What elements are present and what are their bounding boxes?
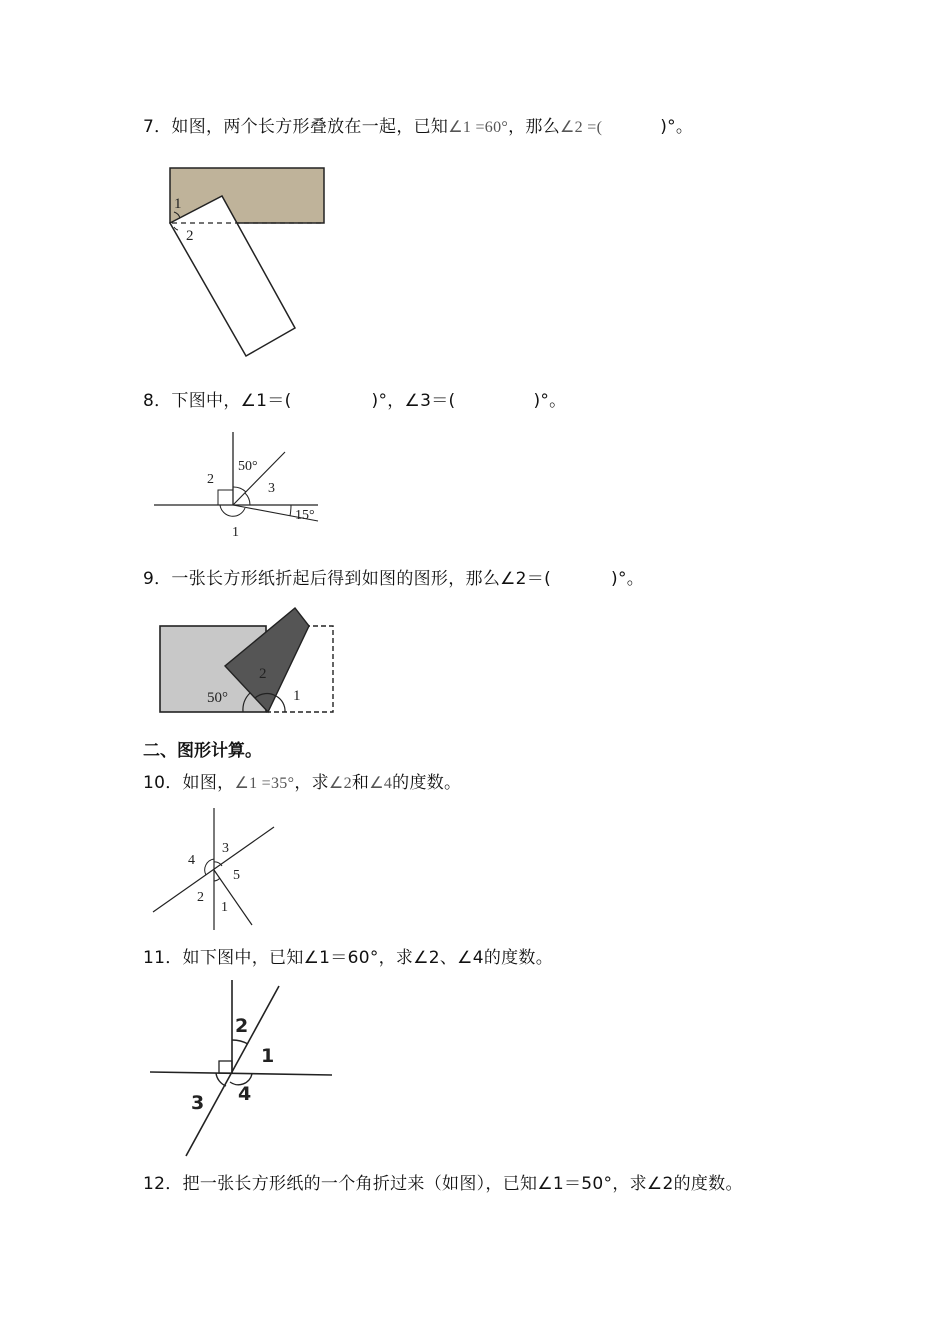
- q8-part2: )°，∠3＝(: [371, 391, 456, 411]
- q7-label-2: 2: [186, 228, 194, 244]
- question-11: 11．如下图中，已知∠1＝60°，求∠2、∠4的度数。: [143, 948, 554, 968]
- q11-label-1: 1: [261, 1045, 275, 1067]
- q8-part3: )°。: [533, 391, 567, 411]
- q11-figure: [146, 978, 336, 1160]
- q11-right-angle-mark: [219, 1061, 232, 1073]
- q10-prefix: 10．如图，: [143, 773, 235, 793]
- q7-prefix: 7．如图，两个长方形叠放在一起，已知: [143, 117, 449, 137]
- question-10: [143, 772, 461, 795]
- q10-label-1: 1: [221, 900, 228, 915]
- q9-label-1: 1: [293, 688, 301, 704]
- q10-given: ∠1 =35°: [234, 775, 295, 792]
- q11-angle2-arc: [232, 1040, 248, 1044]
- q7-suffix: )°。: [660, 117, 694, 137]
- q8-angle15-arc: [290, 505, 291, 516]
- q8-label-3: 3: [268, 481, 275, 496]
- q10-angle2: ∠2: [328, 775, 352, 792]
- q11-label-4: 4: [238, 1083, 252, 1105]
- q8-part1: 8．下图中，∠1＝(: [143, 391, 292, 411]
- q8-figure: [150, 428, 330, 543]
- q8-right-angle-mark: [218, 490, 233, 505]
- q8-label-2: 2: [207, 472, 214, 487]
- q10-and: 和: [351, 773, 370, 793]
- q10-angle4: ∠4: [369, 775, 393, 792]
- q8-label-1: 1: [232, 525, 239, 540]
- q8-label-50: 50°: [238, 459, 258, 474]
- q11-horizontal-line: [150, 1072, 332, 1075]
- q9-label-50: 50°: [207, 690, 228, 706]
- question-12: 12．把一张长方形纸的一个角折过来（如图），已知∠1＝50°，求∠2的度数。: [143, 1174, 743, 1194]
- q9-part1: 9．一张长方形纸折起后得到如图的图形，那么∠2＝(: [143, 569, 552, 589]
- q10-label-2: 2: [197, 890, 204, 905]
- q11-label-3: 3: [191, 1092, 205, 1114]
- q10-angle-arc-right: [214, 862, 222, 866]
- q9-angle1-arc: [276, 696, 285, 712]
- q10-figure: [148, 806, 278, 934]
- q7-figure: [160, 160, 340, 365]
- q10-suffix: 的度数。: [392, 773, 462, 793]
- q8-label-15: 15°: [295, 508, 315, 523]
- q10-angle-arc-bottom: [214, 878, 220, 881]
- q9-label-2: 2: [259, 666, 267, 682]
- q9-part2: )°。: [611, 569, 645, 589]
- question-8: [143, 390, 566, 412]
- q7-middle: ，那么: [508, 117, 560, 137]
- q7-label-1: 1: [174, 196, 182, 212]
- question-7: [143, 116, 693, 139]
- q10-label-4: 4: [188, 853, 195, 868]
- q10-middle: ，求: [294, 773, 329, 793]
- q10-label-3: 3: [222, 841, 229, 856]
- q7-ask: ∠2 =(: [560, 119, 603, 136]
- q8-angle50-arc: [233, 487, 246, 492]
- q9-figure: [155, 602, 340, 717]
- section-2-title: 二、图形计算。: [143, 741, 262, 761]
- q7-given: ∠1 =60°: [448, 119, 509, 136]
- q10-label-5: 5: [233, 868, 240, 883]
- q11-label-2: 2: [235, 1015, 249, 1037]
- question-9: [143, 568, 644, 590]
- q8-angle3-arc: [245, 493, 250, 505]
